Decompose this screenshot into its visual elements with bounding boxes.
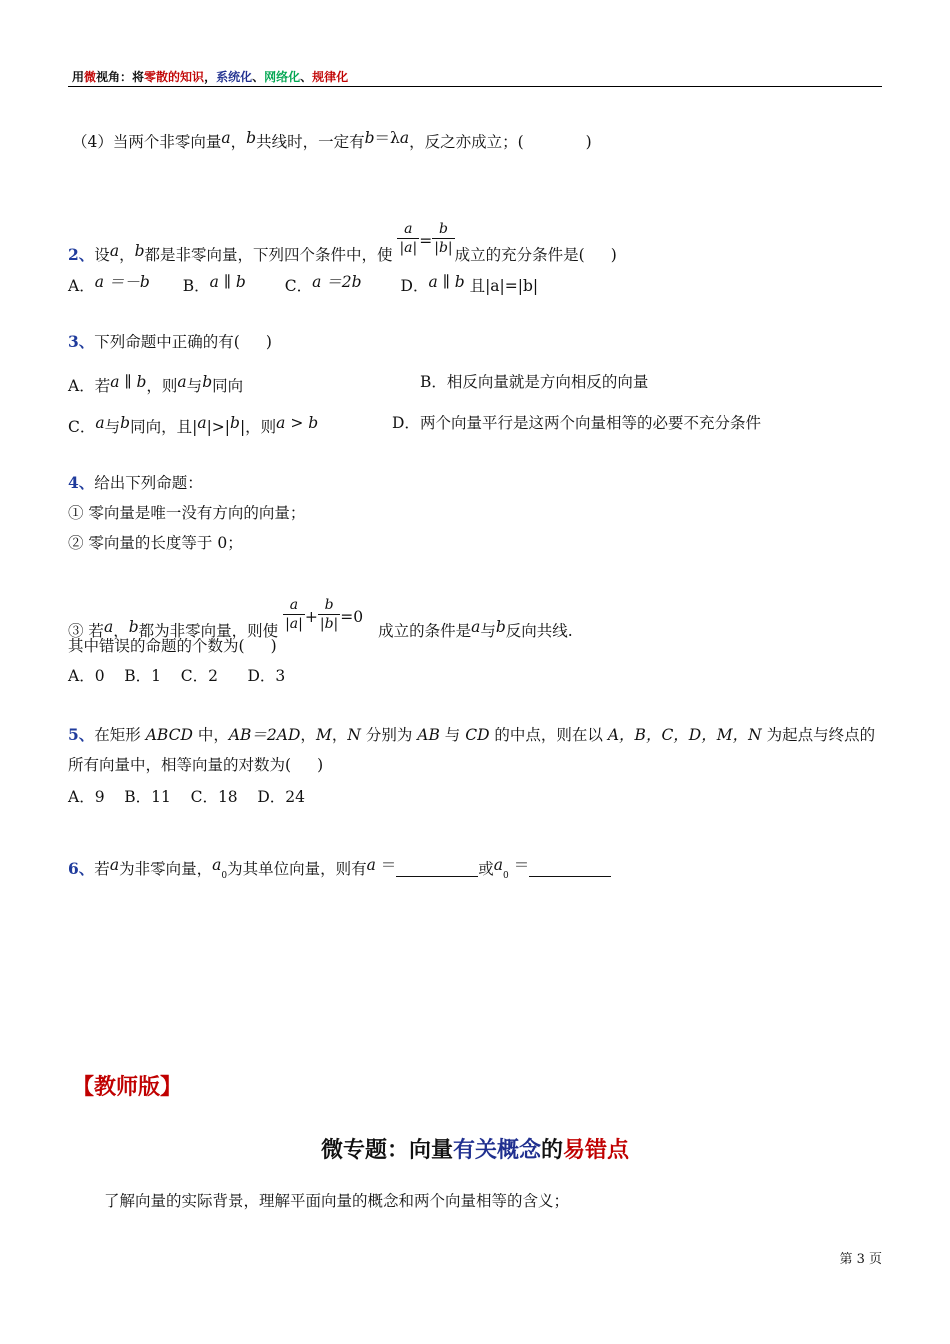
question-3: 3、下列命题中正确的有( ) [68, 332, 272, 351]
q5-options: A．9 B．11 C．18 D．24 [68, 788, 306, 806]
answer-blank[interactable] [529, 860, 611, 877]
option-d: a ∥ b [428, 273, 465, 291]
fraction-a: $\frac{a}{|a|}$ [399, 221, 418, 256]
fraction-a: $\frac{a}{|a|}$ [285, 597, 303, 632]
q5-line-2: 所有向量中，相等向量的对数为( ) [68, 756, 324, 774]
option-label: A． [68, 277, 95, 295]
option-b: a ∥ b [209, 273, 246, 291]
intro-text: 了解向量的实际背景，理解平面向量的概念和两个向量相等的含义； [104, 1192, 570, 1210]
fraction-b: $\frac{b}{|b|}$ [434, 221, 453, 256]
question-2: 2、设a，b都是非零向量，下列四个条件中，使 $\frac{a}{|a|}$ = $\frac{b}{|b|}$ 成立的充分条件是( ) [68, 221, 617, 264]
option-label: B． [182, 277, 210, 295]
question-4: 4、给出下列命题： [68, 473, 203, 492]
header-seg: ， [204, 70, 217, 84]
q4-item-3: ③ 若a，b都为非零向量，则使 $\frac{a}{|a|}$ + $\frac{b}{|b|}$ =0 成立的条件是a与b反向共线. [68, 597, 573, 640]
question-5: 5、在矩形 ABCD 中，AB＝2AD，M，N 分别为 AB 与 CD 的中点，则在以 A，B，C，D，M，N 为起点与终点的 [68, 725, 876, 744]
option-label: C． [284, 277, 313, 295]
question-number: 2、 [68, 245, 95, 264]
question-6: 6、若a为非零向量，$a_0$为其单位向量，则有a ＝ 或$a_0$ ＝ [68, 855, 611, 886]
q4-options: A．0 B．1 C．2 D．3 [68, 667, 286, 685]
header-seg: 规律化 [312, 70, 349, 84]
question-number: 3、 [68, 332, 95, 351]
q4-question-line: 其中错误的命题的个数为( ) [68, 637, 277, 655]
answer-blank[interactable] [396, 860, 478, 877]
option-c: a ＝2b [312, 273, 362, 291]
teacher-edition-label: 【教师版】 [72, 1075, 183, 1100]
option-label: D． [400, 277, 429, 295]
page-header [72, 68, 348, 85]
q3-option-b: B．相反向量就是方向相反的向量 [420, 373, 649, 391]
header-seg: 微 [84, 70, 97, 84]
header-seg: 系统化 [216, 70, 253, 84]
question-number: 6、 [68, 859, 95, 878]
header-divider [68, 86, 882, 87]
question-item-4: （4）当两个非零向量a，b共线时，一定有b＝λa，反之亦成立；( ) [72, 129, 592, 151]
question-number: 5、 [68, 725, 95, 744]
q4-item-2: ② 零向量的长度等于 0； [68, 534, 243, 552]
q2-options: A．a ＝－b B．a ∥ b C．a ＝2b D．a ∥ b 且|a|=|b| [68, 273, 539, 295]
header-seg: 网络化 [264, 70, 301, 84]
header-seg: 零散的知识 [144, 70, 205, 84]
page-number: 第 3 页 [839, 1252, 882, 1267]
header-seg: 、 [252, 70, 265, 84]
q3-option-c: C．a与b同向，且|a|>|b|，则a > b [68, 414, 319, 436]
q3-option-d: D．两个向量平行是这两个向量相等的必要不充分条件 [392, 414, 761, 432]
header-seg: 用 [72, 70, 85, 84]
header-seg: 视角：将 [96, 70, 145, 84]
q3-option-a: A．若a ∥ b，则a与b同向 [68, 373, 244, 395]
question-number: 4、 [68, 473, 95, 492]
section-title: 微专题：向量有关概念的易错点 [320, 1138, 630, 1163]
fraction-b: $\frac{b}{|b|}$ [319, 597, 339, 632]
option-a: a ＝－b [94, 273, 150, 291]
q4-item-1: ① 零向量是唯一没有方向的向量； [68, 504, 306, 522]
header-seg: 、 [300, 70, 313, 84]
